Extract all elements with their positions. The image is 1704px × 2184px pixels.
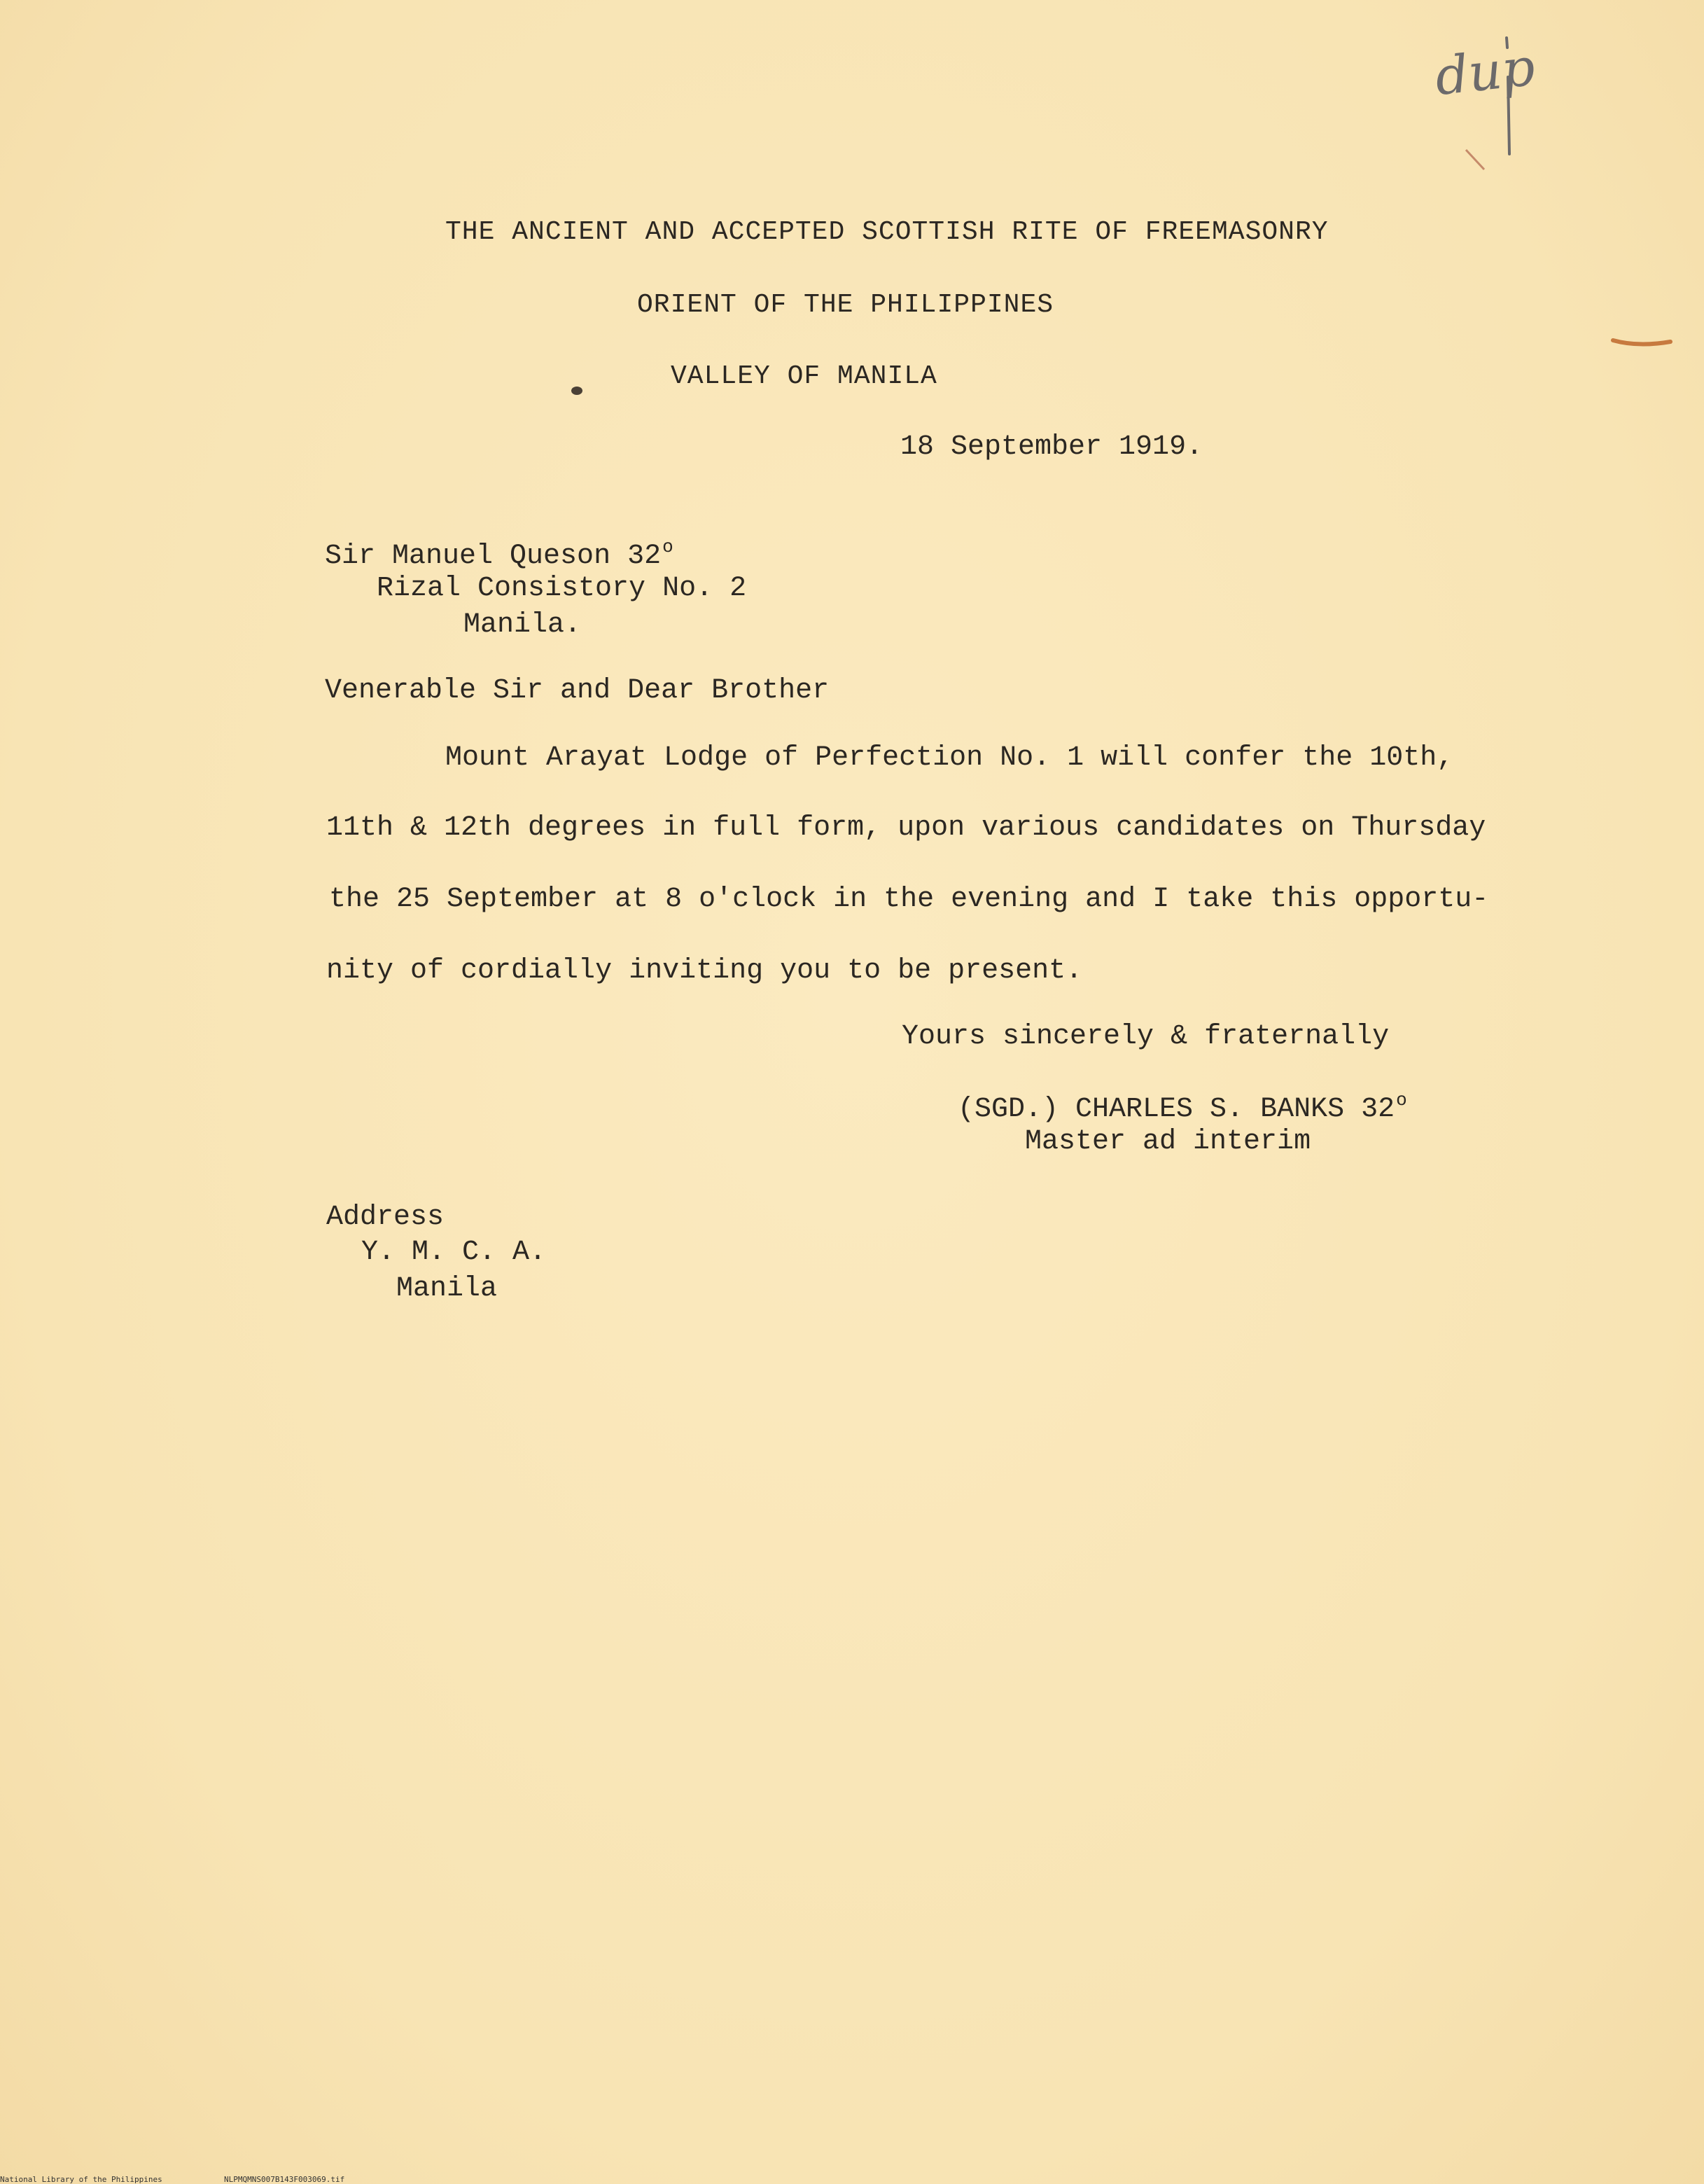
letterhead-line-1: THE ANCIENT AND ACCEPTED SCOTTISH RITE OF FREEMASONRY xyxy=(445,217,1329,247)
footer-filename: NLPMQMNS007B143F003069.tif xyxy=(224,2175,345,2184)
address-line-1: Y. M. C. A. xyxy=(361,1237,547,1268)
recipient-line-2: Rizal Consistory No. 2 xyxy=(377,573,747,604)
closing: Yours sincerely & fraternally xyxy=(902,1021,1390,1052)
letterhead-line-3: VALLEY OF MANILA xyxy=(671,361,937,391)
salutation: Venerable Sir and Dear Brother xyxy=(325,675,830,707)
edge-stain xyxy=(1610,335,1673,349)
handwritten-annotation: dup xyxy=(1432,36,1538,108)
address-line-2: Manila xyxy=(396,1273,498,1305)
body-line-2: 11th & 12th degrees in full form, upon various candidates on Thursday xyxy=(326,812,1486,844)
pencil-mark xyxy=(1463,147,1491,175)
letterhead-line-2: ORIENT OF THE PHILIPPINES xyxy=(637,290,1054,320)
signature-name xyxy=(958,1090,1407,1125)
footer-source: National Library of the Philippines xyxy=(0,2175,162,2184)
body-line-3: the 25 September at 8 o'clock in the evening and I take this opportu- xyxy=(329,884,1489,915)
recipient-name xyxy=(325,536,673,572)
ink-speck xyxy=(571,387,582,395)
signature-title: Master ad interim xyxy=(1025,1126,1311,1157)
body-line-1: Mount Arayat Lodge of Perfection No. 1 will confer the 10th, xyxy=(445,742,1454,774)
handwritten-stroke xyxy=(1498,35,1519,161)
address-label: Address xyxy=(326,1202,445,1233)
degree-symbol: o xyxy=(662,536,673,557)
body-line-4: nity of cordially inviting you to be present. xyxy=(326,955,1083,987)
recipient-name-text: Sir Manuel Queson 32 xyxy=(325,541,662,572)
signature-name-text: (SGD.) CHARLES S. BANKS 32 xyxy=(958,1094,1395,1125)
letter-date: 18 September 1919. xyxy=(900,431,1203,463)
degree-symbol: o xyxy=(1396,1090,1407,1111)
recipient-line-3: Manila. xyxy=(463,609,582,641)
